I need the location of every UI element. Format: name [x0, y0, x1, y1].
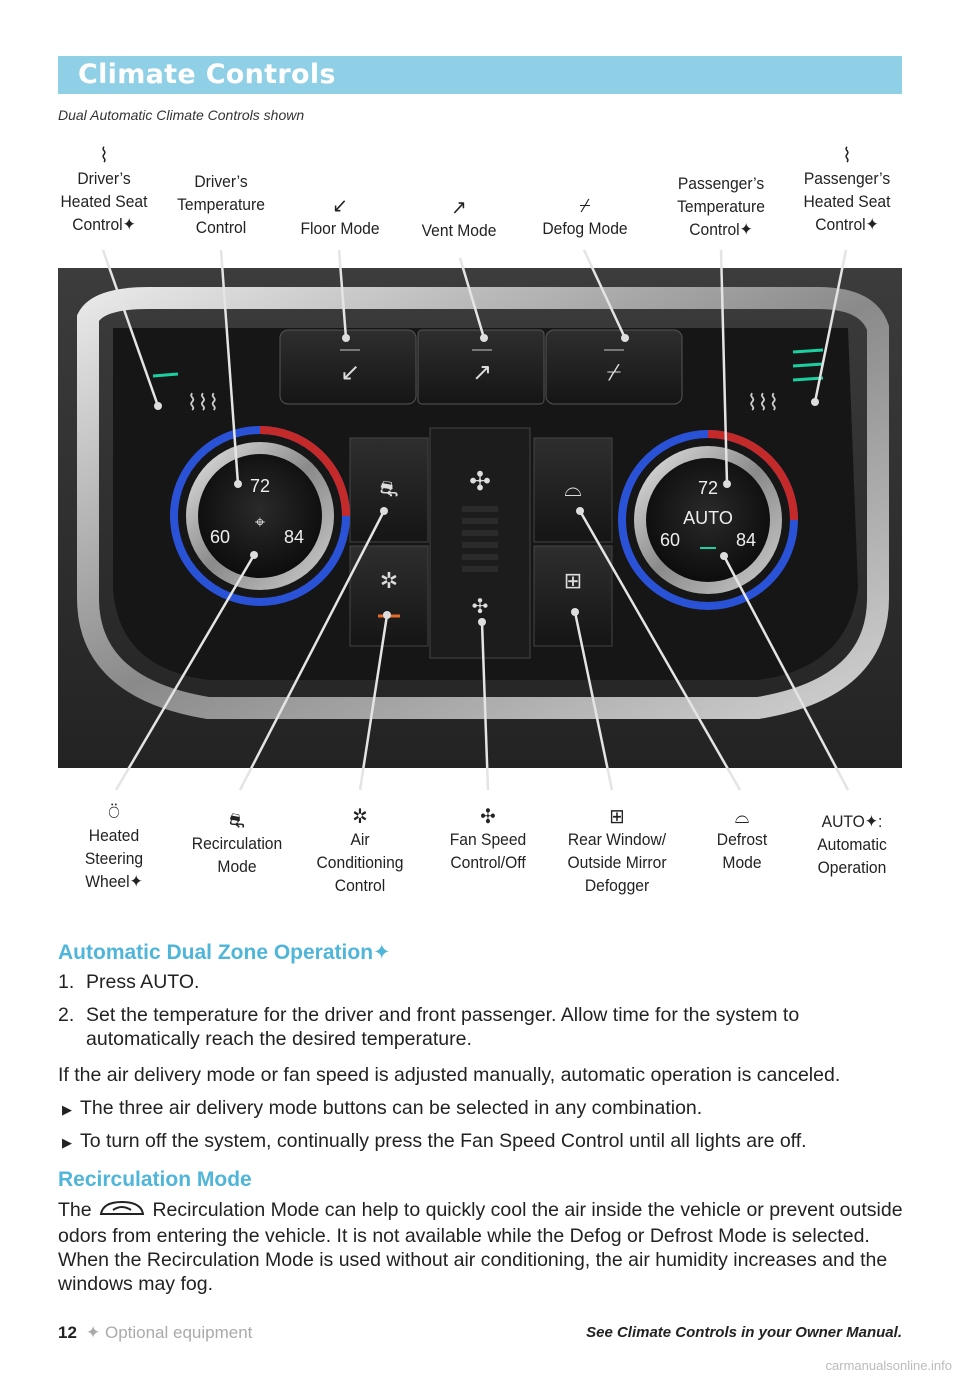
bullet-triangle-icon: ▶ — [62, 1135, 72, 1150]
svg-text:AUTO: AUTO — [683, 508, 733, 528]
svg-text:✣: ✣ — [469, 466, 491, 496]
section-heading-auto: Automatic Dual Zone Operation✦ — [58, 941, 391, 964]
label-rear-window-defogger: ⊞ Rear Window/ Outside Mirror Defogger — [561, 806, 673, 897]
bullet-1: ▶ The three air delivery mode buttons can be selected in any combination. — [62, 1097, 703, 1119]
snowflake-icon: ✲ — [352, 806, 368, 828]
rear-defog-icon: ⊞ — [609, 806, 625, 828]
svg-text:60: 60 — [659, 530, 681, 550]
recirculation-icon: ⛐ — [229, 810, 245, 832]
label-recirculation-mode: ⛐ Recirculation Mode — [186, 810, 287, 878]
section-heading-recirculation: Recirculation Mode — [58, 1168, 252, 1191]
label-fan-speed: ✣ Fan Speed Control/Off — [436, 806, 539, 874]
svg-text:↙: ↙ — [339, 359, 361, 386]
defog-mode-icon: ⌿ — [579, 195, 591, 217]
svg-text:⛐: ⛐ — [379, 476, 399, 501]
bullet-triangle-icon: ▶ — [62, 1102, 72, 1117]
label-air-conditioning: ✲ Air Conditioning Control — [310, 806, 409, 897]
svg-text:84: 84 — [735, 530, 757, 550]
label-defrost-mode: ⌓ Defrost Mode — [703, 806, 780, 874]
svg-text:⌿: ⌿ — [606, 359, 622, 386]
owner-manual-reference: See Climate Controls in your Owner Manual. — [586, 1324, 902, 1341]
photo-caption: Dual Automatic Climate Controls shown — [58, 107, 305, 123]
label-heated-steering-wheel: ⍥ Heated Steering Wheel✦ — [72, 802, 157, 893]
recirculation-icon — [97, 1198, 147, 1224]
label-passengers-heated-seat: ⌇ Passenger’s Heated Seat Control✦ — [795, 145, 900, 236]
svg-text:✣: ✣ — [471, 596, 489, 618]
label-auto-operation: AUTO✦: Automatic Operation — [817, 812, 887, 877]
recirculation-paragraph: The Recirculation Mode can help to quickly cool the air inside the vehicle or prevent outside odors from entering the vehicle. It is not available while the Defog or Defrost Mode is selected. When the Recirculation Mode is used without air conditioning, the air humidity increases and the windows may fog. — [58, 1199, 903, 1295]
label-drivers-temperature: Driver’s Temperature Control — [177, 172, 265, 237]
label-defog-mode: ⌿ Defog Mode — [534, 195, 635, 240]
vent-mode-icon: ↗ — [451, 197, 467, 219]
svg-text:⌖: ⌖ — [254, 512, 266, 532]
svg-text:72: 72 — [697, 478, 719, 498]
watermark: carmanualsonline.info — [825, 1358, 952, 1373]
label-drivers-heated-seat: ⌇ Driver’s Heated Seat Control✦ — [56, 145, 152, 236]
svg-text:60: 60 — [209, 527, 231, 547]
step-1: 1. Press AUTO. — [58, 971, 200, 993]
floor-mode-icon: ↙ — [332, 195, 348, 217]
label-floor-mode: ↙ Floor Mode — [294, 195, 386, 240]
auto-cancel-note: If the air delivery mode or fan speed is adjusted manually, automatic operation is canceled. — [58, 1064, 841, 1086]
heated-seat-icon: ⌇ — [842, 145, 852, 167]
bullet-2: ▶ To turn off the system, continually press the Fan Speed Control until all lights are off. — [62, 1130, 807, 1152]
page-title: Climate Controls — [78, 59, 336, 90]
label-vent-mode: ↗ Vent Mode — [414, 197, 504, 242]
svg-text:⌇⌇⌇: ⌇⌇⌇ — [186, 390, 220, 415]
svg-text:84: 84 — [283, 527, 305, 547]
svg-text:⌇⌇⌇: ⌇⌇⌇ — [746, 390, 780, 415]
svg-text:✲: ✲ — [379, 568, 399, 593]
heated-steering-icon: ⍥ — [108, 802, 120, 824]
step-2: 2. Set the temperature for the driver and front passenger. Allow time for the system to automatically reach the desired temperature. — [58, 1004, 800, 1050]
label-passengers-temperature: Passenger’s Temperature Control✦ — [677, 174, 765, 239]
svg-text:72: 72 — [249, 476, 271, 496]
defrost-icon: ⌓ — [734, 806, 750, 828]
svg-text:⊞: ⊞ — [563, 568, 583, 593]
heated-seat-icon: ⌇ — [99, 145, 109, 167]
svg-text:⌓: ⌓ — [564, 476, 582, 501]
page-number: 12 — [58, 1323, 77, 1342]
optional-equipment-note: ✦ Optional equipment — [86, 1323, 253, 1342]
fan-icon: ✣ — [480, 806, 496, 828]
svg-text:↗: ↗ — [471, 359, 493, 386]
